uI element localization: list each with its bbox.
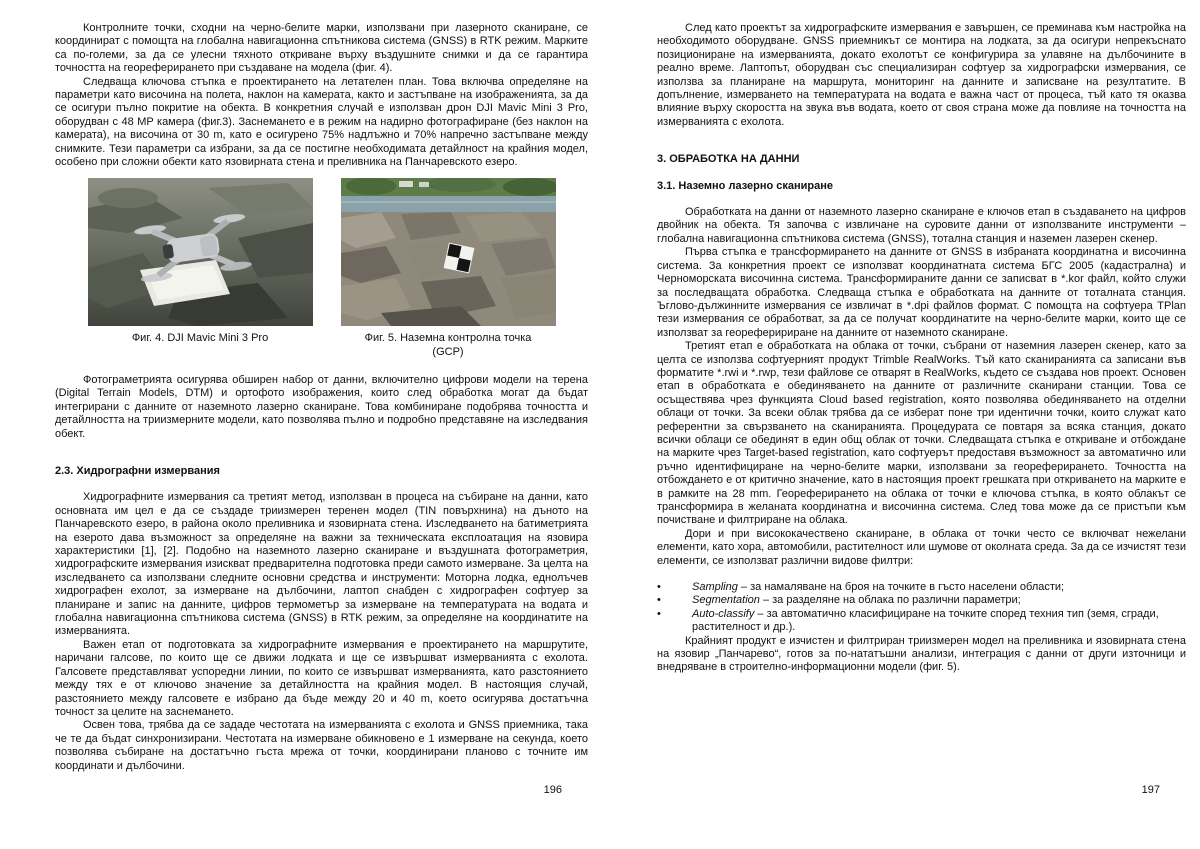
bullet-icon: •: [657, 607, 661, 620]
paragraph-flight-plan: Следваща ключова стъпка е проектирането на летателен план. Това включва определяне на параметри като височина на полета, наклон на камерата, както и застъпване на изображенията, за да се осигури пълно покритие на обекта. В конкретния случай е използван дрон DJI Mavic Mini 3 Pro, оборудван с 48 MP камера (фиг.3). Заснемането е в режим на надирно фотографиране (без наклон на камерата), на височина от 30 m, като е осигурено 75% надлъжно и 70% напречно застъпване между снимките. Тези параметри са избрани, за да се постигне необходимата детайлност на крайния модел, особено при сложни обекти като язовирната стена и преливника на Панчаревското езеро.: [55, 75, 588, 169]
filter-term: Auto-classify: [692, 607, 755, 620]
paragraph-final-product: Крайният продукт е изчистен и филтриран триизмерен модел на преливника и язовирната стена на язовир „Панчарево“, готов за по-нататъшни анализи, интеграция с данни от други източници и внедряване в строително-информационни модели (фиг. 5).: [657, 634, 1186, 674]
figure-4: [88, 178, 313, 360]
heading-3-1: 3.1. Наземно лазерно сканиране: [657, 179, 834, 192]
figure-4-caption: Фиг. 4. DJI Mavic Mini 3 Pro: [131, 332, 269, 345]
filter-description: – за автоматично класифициране на точките според техния тип (земя, сгради, растителност и др.).: [692, 607, 1159, 634]
page-196: [55, 0, 588, 849]
figure-5-caption-line1: Фиг. 5. Наземна контролна точка: [364, 332, 532, 345]
filter-description: – за разделяне на облака по различни параметри;: [762, 594, 1021, 607]
page-number-right: 197: [1141, 783, 1160, 796]
list-item-autoclassify: [657, 608, 1186, 635]
paragraph-control-points: Контролните точки, сходни на черно-белите марки, използвани при лазерното сканиране, се координират с помощта на глобална навигационна спътникова система (GNSS) в RTK режим. Марките са по-големи, за да се улесни тяхното откриване върху въздушните снимки и да се гарантира точността на геореферирането при създаване на модела (фиг. 4).: [55, 22, 588, 75]
list-item-text: [692, 581, 1186, 594]
paragraph-processing-3: Третият етап е обработката на облака от точки, събрани от наземния лазерен скенер, като за целта се използва софтуерният продукт Trimble RealWorks. Тъй като сканиранията са записани във форматите *.rwi и *.rwp, тези файлове се отварят в RealWorks, където се създава нов проект. Основен етап в обработката е обединяването на данните от различните сканирани станции. Това се осъществява чрез функцията Cloud based registration, която позволява обединяването на отделни облаци от точки. За всеки облак трябва да се изберат поне три идентични точки, които служат като референтни за свързването на сканиранията. Процедурата се повтаря за всяка станция, докато всички облаци се обединят в един общ облак от точки. Следващата стъпка е откриване и отбождане на марките чрез Target-based registration, като софтуерът предоставя възможност за автоматично или ръчно идентифициране на черно-белите марки, използвани за геореферирането. Точността на отбождането е от критично значение, като в настоящия проект грешката при откриването на марките е в рамките на 28 mm. Геореферирането на облака от точки е ключова стъпка, в която облакът се трансформира в желаната координатна и височинна система. След това може да се пристъпи към почистване и филтриране на облака.: [657, 340, 1186, 527]
drone-photo: [88, 178, 313, 326]
filter-description: – за намаляване на броя на точките в гъсто населени области;: [740, 581, 1065, 594]
filter-term: Segmentation: [692, 594, 760, 607]
bullet-icon: •: [657, 594, 661, 607]
paragraph-equipment-setup: След като проектът за хидрографските измервания е завършен, се преминава към настройка на необходимото оборудване. GNSS приемникът се монтира на лодката, за да осигури непрекъснато позициониране на измерванията, докато ехолотът се конфигурира за улавяне на дълбочините в реално време. Лаптопът, оборудван със специализиран софтуер за хидрографски измервания, се използва за планиране на маршрута, мониторинг на данните и записване на резултатите. В допълнение, измерването на температурата на водата е важна част от процеса, тъй като тя оказва влияние върху скоростта на звука във водата, което от своя страна може да повлияе на точността на измерванията с ехолота.: [657, 22, 1186, 128]
heading-2-3: 2.3. Хидрографни измервания: [55, 465, 220, 477]
bullet-icon: •: [657, 581, 661, 594]
page-number-left: 196: [543, 783, 562, 796]
paragraph-processing-2: Първа стъпка е трансформирането на данните от GNSS в избраната координатна и височинна система. За конкретния проект се използват координатната система БГС 2005 (кадастрална) и Черноморската височинна система. Трансформираните данни се записват в *.kor файл, който служи за последващата обработка. Следваща стъпка е обработката на данните от тоталната станция. Ъглово-дължинните измервания се извличат в *.dpi файлов формат. С помощта на софтуера TPlan тези измервания се обработват, за да се получат координатите на черно-белите марки, които ще се използват за геореферириране на данните от наземното сканиране.: [657, 246, 1186, 339]
paragraph-hydrographic-3: Освен това, трябва да се зададе честотата на измерванията с ехолота и GNSS приемника, така че те да бъдат синхронизирани. Честотата на измерване обикновено е 1 измерване на секунда, което позволява събиране на достатъчно гъста мрежа от точки, координирани планово с точните им координати и дълбочини.: [55, 719, 588, 772]
figure-5-caption: [341, 332, 556, 360]
list-item-segmentation: [657, 594, 1186, 607]
list-item-text: [692, 608, 1186, 635]
paragraph-hydrographic-1: Хидрографните измервания са третият метод, използван в процеса на събиране на данни, като основната им цел е да се създаде триизмерен теренен модел (TIN повърхнина) на дъното на Панчаревското езеро, в района около преливника и язовирната стена. Изследването на батиметрията на езерото дава възможност за определяне на важни за техническата експлоатация на язовира характеристики [1], [2]. Подобно на наземното лазерно сканиране и въздушната фотограметрия, хидрографските измервания изискват предварителна подготовка преди самото измерване. За целта на изследването са използвани следните основни средства и инструменти: Моторна лодка, еднолъчев хидрографен ехолот, за измерване на дълбочини, лаптоп снабден с хидрографен софтуер за планиране и запис на данните, цифров термометър за измерване на температурата на водата и глобална навигационна спътникова система (GNSS) в RTK режим, за определяне на координатите на измерванията.: [55, 491, 588, 638]
list-item-sampling: [657, 581, 1186, 594]
figure-row: [55, 178, 588, 360]
figure-5-caption-line2: (GCP): [432, 346, 464, 359]
figure-5: [341, 178, 556, 360]
filter-list: [657, 581, 1186, 635]
heading-3: 3. ОБРАБОТКА НА ДАННИ: [657, 153, 800, 166]
paragraph-filters-intro: Дори и при висококачествено сканиране, в облака от точки често се включват нежелани елементи, като хора, автомобили, растителност или шумове от околната среда. За да се изчистят тези елементи, се използват различни видове филтри:: [657, 527, 1186, 567]
paragraph-processing-1: Обработката на данни от наземното лазерно сканиране е ключов етап в създаването на цифров двойник на обекта. Тя започва с извличане на суровите данни от използваните инструменти – глобална навигационна спътникова система (GNSS), тотална станция и наземен лазерен скенер.: [657, 206, 1186, 245]
paragraph-hydrographic-2: Важен етап от подготовката за хидрографните измервания е проектирането на маршрутите, наричани галсове, по които ще се движи лодката и ще се извършват измерванията с ехолота. Галсовете представляват успоредни линии, по които се извършват измерванията, като разстоянието между тях е от ключово значение за детайлността на крайния модел. В настоящия случай, разстоянието между галсовете е избрано да бъде между 20 и 40 m, което осигурява достатъчна точност за целите на заснемането.: [55, 638, 588, 718]
filter-term: Sampling: [692, 581, 738, 594]
list-item-text: [692, 594, 1186, 607]
gcp-photo: [341, 178, 556, 326]
page-197: [657, 0, 1186, 849]
paragraph-photogrammetry: Фотограметрията осигурява обширен набор от данни, включително цифрови модели на терена (Digital Terrain Models, DTM) и ортофото изображения, които след обработка могат да бъдат интегрирани с данните от наземното лазерно сканиране. Това комбиниране подобрява точността и детайлността на триизмерните модели, като позволява пълно и подробно представяне на изследвания обект.: [55, 373, 588, 440]
